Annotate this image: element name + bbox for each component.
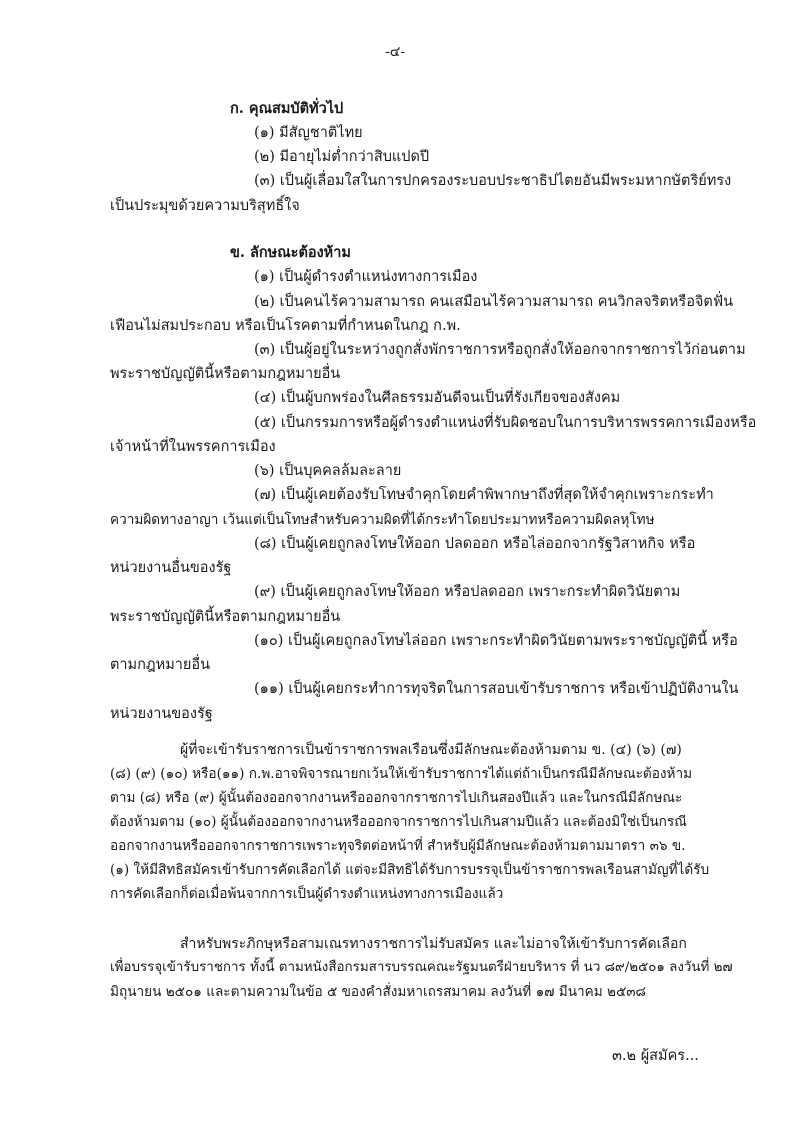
section-a-item-2: (๒) มีอายุไม่ต่ำกว่าสิบแปดปี — [254, 149, 430, 165]
section-b-item-1: (๑) เป็นผู้ดำรงตำแหน่งทางการเมือง — [254, 269, 478, 285]
section-b-item-11-cont: หน่วยงานของรัฐ — [110, 706, 213, 722]
paragraph-1-line-7: การคัดเลือกก็ต่อเมื่อพ้นจากการเป็นผู้ดำรงตำแหน่งทางการเมืองแล้ว — [110, 886, 504, 902]
section-b-item-10: (๑๐) เป็นผู้เคยถูกลงโทษไล่ออก เพราะกระทำผิดวินัยตามพระราชบัญญัตินี้ หรือ — [254, 633, 738, 649]
section-a-item-1: (๑) มีสัญชาติไทย — [254, 125, 363, 141]
section-b-item-7: (๗) เป็นผู้เคยต้องรับโทษจำคุกโดยคำพิพากษาถึงที่สุดให้จำคุกเพราะกระทำ — [254, 487, 714, 503]
section-b-item-5: (๕) เป็นกรรมการหรือผู้ดำรงตำแหน่งที่รับผิดชอบในการบริหารพรรคการเมืองหรือ — [254, 415, 757, 431]
paragraph-2-line-3: มิถุนายน ๒๕๐๑ และตามความในข้อ ๕ ของคำสั่งมหาเถรสมาคม ลงวันที่ ๑๗ มีนาคม ๒๕๓๘ — [110, 984, 647, 1000]
section-b-item-8-cont: หน่วยงานอื่นของรัฐ — [110, 560, 232, 576]
section-b-item-4: (๔) เป็นผู้บกพร่องในศีลธรรมอันดีจนเป็นที่รังเกียจของสังคม — [254, 390, 621, 406]
section-b-item-9: (๙) เป็นผู้เคยถูกลงโทษให้ออก หรือปลดออก เพราะกระทำผิดวินัยตาม — [254, 584, 681, 600]
page-number: -๔- — [385, 44, 406, 60]
section-b-heading: ข. ลักษณะต้องห้าม — [230, 244, 351, 261]
section-b-item-9-cont: พระราชบัญญัตินี้หรือตามกฎหมายอื่น — [110, 609, 341, 625]
section-b-item-3: (๓) เป็นผู้อยู่ในระหว่างถูกสั่งพักราชการหรือถูกสั่งให้ออกจากราชการไว้ก่อนตาม — [254, 342, 746, 358]
section-a-heading: ก. คุณสมบัติทั่วไป — [230, 100, 344, 117]
section-b-item-2: (๒) เป็นคนไร้ความสามารถ คนเสมือนไร้ความสามารถ คนวิกลจริตหรือจิตฟั่น — [254, 294, 734, 310]
section-b-item-2-cont: เฟือนไม่สมประกอบ หรือเป็นโรคตามที่กำหนดในกฎ ก.พ. — [110, 318, 461, 334]
paragraph-1-line-1: ผู้ที่จะเข้ารับราชการเป็นข้าราชการพลเรือนซึ่งมีลักษณะต้องห้ามตาม ข. (๔) (๖) (๗) — [180, 742, 682, 758]
paragraph-1-line-2: (๘) (๙) (๑๐) หรือ(๑๑) ก.พ.อาจพิจารณายกเว้นให้เข้ารับราชการได้แต่ถ้าเป็นกรณีมีลักษณะต้องห้าม — [110, 766, 693, 782]
paragraph-2-line-1: สำหรับพระภิกษุหรือสามเณรทางราชการไม่รับสมัคร และไม่อาจให้เข้ารับการคัดเลือก — [180, 936, 687, 952]
paragraph-2-line-2: เพื่อบรรจุเข้ารับราชการ ทั้งนี้ ตามหนังสือกรมสารบรรณคณะรัฐมนตรีฝ่ายบริหาร ที่ นว ๘๙/๒๕๐๑ ลงวันที่ ๒๗ — [110, 960, 733, 975]
section-b-item-10-cont: ตามกฎหมายอื่น — [110, 657, 211, 673]
section-a-item-3-cont: เป็นประมุขด้วยความบริสุทธิ์ใจ — [110, 198, 300, 214]
section-a-item-3: (๓) เป็นผู้เลื่อมใสในการปกครองระบอบประชาธิปไตยอันมีพระมหากษัตริย์ทรง — [254, 173, 732, 189]
section-b-item-7-cont: ความผิดทางอาญา เว้นแต่เป็นโทษสำหรับความผิดที่ได้กระทำโดยประมาทหรือความผิดลหุโทษ — [110, 512, 655, 528]
section-b-item-11: (๑๑) เป็นผู้เคยกระทำการทุจริตในการสอบเข้ารับราชการ หรือเข้าปฏิบัติงานใน — [254, 681, 739, 697]
paragraph-1-line-4: ต้องห้ามตาม (๑๐) ผู้นั้นต้องออกจากงานหรือออกจากราชการไปเกินสามปีแล้ว และต้องมิใช่เป็นกรณี — [110, 814, 687, 830]
paragraph-1-line-3: ตาม (๘) หรือ (๙) ผู้นั้นต้องออกจากงานหรือออกจากราชการไปเกินสองปีแล้ว และในกรณีมีลักษณะ — [110, 790, 683, 806]
section-b-item-8: (๘) เป็นผู้เคยถูกลงโทษให้ออก ปลดออก หรือไล่ออกจากรัฐวิสาหกิจ หรือ — [254, 536, 696, 552]
paragraph-1-line-6: (๑) ให้มีสิทธิสมัครเข้ารับการคัดเลือกได้ แต่จะมีสิทธิได้รับการบรรจุเป็นข้าราชการพลเรือนสามัญที่ได้รับ — [110, 862, 710, 878]
continuation-note: ๓.๒ ผู้สมัคร... — [612, 1048, 699, 1064]
paragraph-1-line-5: ออกจากงานหรือออกจากราชการเพราะทุจริตต่อหน้าที่ สำหรับผู้มีลักษณะต้องห้ามตามมาตรา ๓๖ ข. — [110, 838, 686, 854]
section-b-item-3-cont: พระราชบัญญัตินี้หรือตามกฎหมายอื่น — [110, 366, 341, 382]
section-b-item-5-cont: เจ้าหน้าที่ในพรรคการเมือง — [110, 439, 276, 455]
section-b-item-6: (๖) เป็นบุคคลล้มละลาย — [254, 463, 402, 479]
